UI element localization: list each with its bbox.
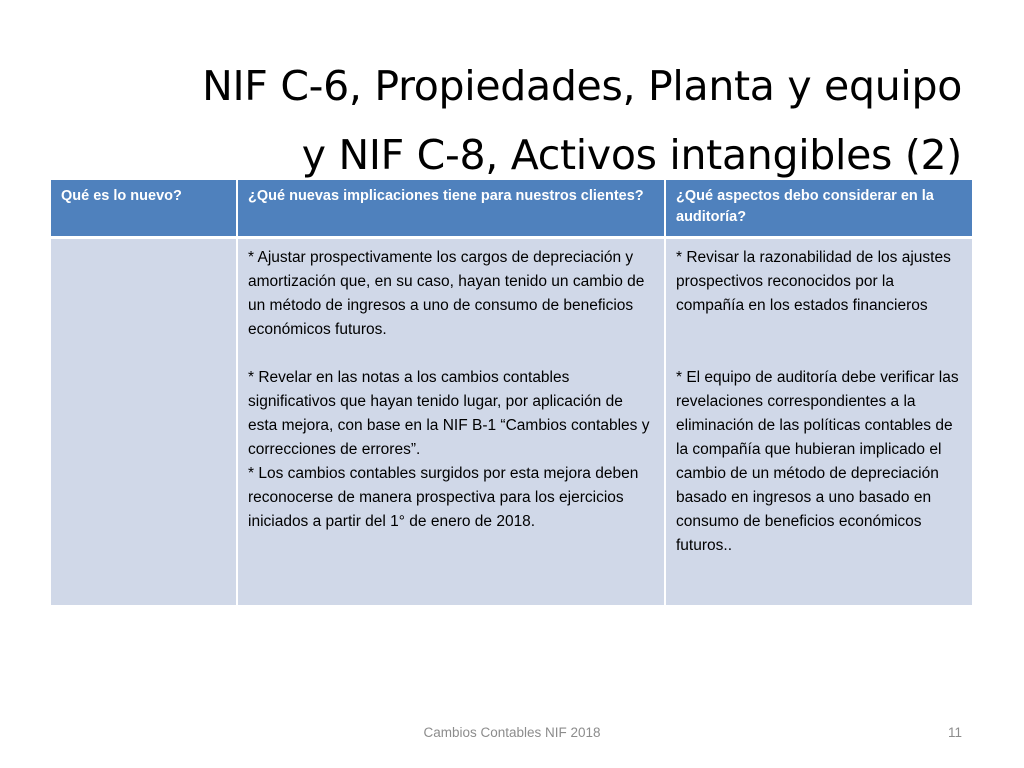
footer-text: Cambios Contables NIF 2018 — [423, 725, 601, 740]
header-whats-new: Qué es lo nuevo? — [51, 180, 237, 238]
cell-client-implications — [237, 238, 665, 605]
cell-audit-aspects — [665, 238, 972, 605]
slide-title — [62, 52, 962, 190]
audit-item: * Revisar la razonabilidad de los ajustes prospectivos reconocidos por la compañía en los estados financieros — [676, 249, 951, 314]
title-line-1: NIF C-6, Propiedades, Planta y equipo — [202, 62, 962, 110]
table-header-row — [51, 180, 972, 238]
title-line-2: y NIF C-8, Activos intangibles (2) — [301, 131, 962, 179]
implication-item: * Revelar en las notas a los cambios contables significativos que hayan tenido lugar, por aplicación de esta mejora, con base en la NIF B-1 “Cambios contables y correcciones de errores”. — [248, 369, 650, 458]
implication-item: * Los cambios contables surgidos por esta mejora deben reconocerse de manera prospectiva para los ejercicios iniciados a partir del 1° de enero de 2018. — [248, 465, 639, 530]
page-number: 11 — [947, 725, 962, 740]
header-client-implications: ¿Qué nuevas implicaciones tiene para nuestros clientes? — [237, 180, 665, 238]
implication-item: * Ajustar prospectivamente los cargos de depreciación y amortización que, en su caso, hayan tenido un cambio de un método de ingresos a uno de consumo de beneficios económicos futuros. — [248, 249, 645, 338]
cell-whats-new — [51, 238, 237, 605]
header-audit-aspects: ¿Qué aspectos debo considerar en la auditoría? — [665, 180, 972, 238]
table-row — [51, 238, 972, 605]
info-table — [51, 180, 972, 605]
audit-item: * El equipo de auditoría debe verificar las revelaciones correspondientes a la eliminación de las políticas contables de la compañía que hubieran implicado el cambio de un método de depreciación basado en ingresos a uno basado en consumo de beneficios económicos futuros.. — [676, 369, 959, 554]
